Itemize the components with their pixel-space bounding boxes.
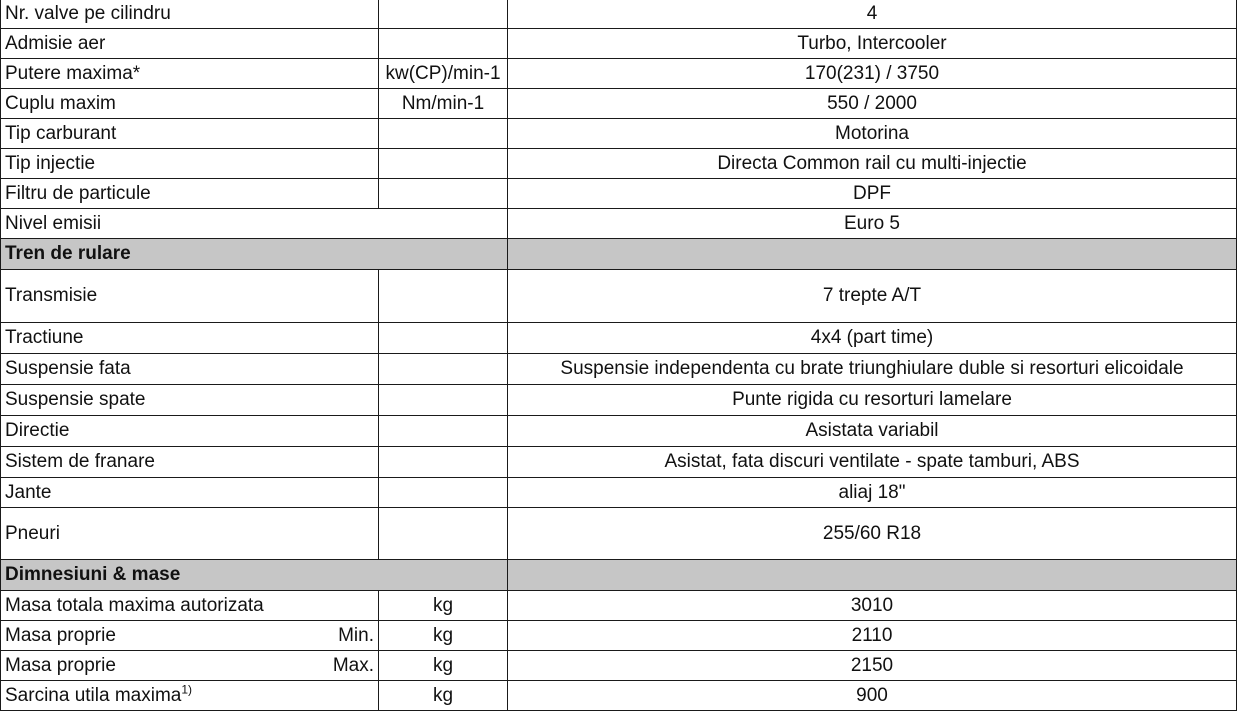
row-unit xyxy=(379,508,508,560)
row-unit: kg xyxy=(379,651,508,681)
row-unit xyxy=(379,323,508,354)
row-label: Pneuri xyxy=(1,508,379,560)
row-unit: kw(CP)/min-1 xyxy=(379,59,508,89)
row-label xyxy=(1,621,379,651)
table-row xyxy=(1,651,1237,681)
table-row xyxy=(1,354,1237,385)
section-header-dimensiuni xyxy=(1,560,1237,591)
row-unit xyxy=(379,416,508,447)
row-label xyxy=(1,591,379,621)
table-row xyxy=(1,591,1237,621)
row-unit xyxy=(379,385,508,416)
table-row xyxy=(1,149,1237,179)
table-row xyxy=(1,621,1237,651)
row-label: Tip injectie xyxy=(1,149,379,179)
row-unit: kg xyxy=(379,621,508,651)
table-row xyxy=(1,478,1237,508)
section-header-tren xyxy=(1,239,1237,270)
row-unit: kg xyxy=(379,681,508,711)
table-row xyxy=(1,209,1237,239)
row-label: Cuplu maxim xyxy=(1,89,379,119)
row-unit: kg xyxy=(379,591,508,621)
row-value: 7 trepte A/T xyxy=(508,270,1237,323)
row-label: Tip carburant xyxy=(1,119,379,149)
table-row xyxy=(1,179,1237,209)
section-fill xyxy=(508,239,1237,270)
section-title: Tren de rulare xyxy=(1,239,508,270)
row-label: Tractiune xyxy=(1,323,379,354)
row-label-text: Masa proprie xyxy=(5,624,116,646)
footnote-marker: 1) xyxy=(181,682,193,697)
table-row xyxy=(1,89,1237,119)
table-row xyxy=(1,508,1237,560)
table-row xyxy=(1,29,1237,59)
row-value: 900 xyxy=(508,681,1237,711)
row-unit xyxy=(379,179,508,209)
row-value: Punte rigida cu resorturi lamelare xyxy=(508,385,1237,416)
row-label xyxy=(1,681,379,711)
row-value: DPF xyxy=(508,179,1237,209)
row-label: Suspensie spate xyxy=(1,385,379,416)
row-label: Nr. valve pe cilindru xyxy=(1,0,379,29)
row-label-text: Masa totala maxima autorizata xyxy=(5,594,264,616)
row-label: Putere maxima* xyxy=(1,59,379,89)
section-title: Dimnesiuni & mase xyxy=(1,560,508,591)
row-label: Suspensie fata xyxy=(1,354,379,385)
table-row xyxy=(1,323,1237,354)
table-row xyxy=(1,119,1237,149)
row-value: 255/60 R18 xyxy=(508,508,1237,560)
row-label: Directie xyxy=(1,416,379,447)
row-value: Turbo, Intercooler xyxy=(508,29,1237,59)
row-value: 4 xyxy=(508,0,1237,29)
row-label-text: Masa proprie xyxy=(5,654,116,676)
row-value: Asistat, fata discuri ventilate - spate tamburi, ABS xyxy=(508,447,1237,478)
row-value: Euro 5 xyxy=(508,209,1237,239)
table-row xyxy=(1,447,1237,478)
row-value: Directa Common rail cu multi-injectie xyxy=(508,149,1237,179)
table-row xyxy=(1,270,1237,323)
row-value: 3010 xyxy=(508,591,1237,621)
table-row xyxy=(1,385,1237,416)
row-value: 2110 xyxy=(508,621,1237,651)
row-qualifier: Min. xyxy=(338,624,374,646)
row-value: 170(231) / 3750 xyxy=(508,59,1237,89)
row-label: Admisie aer xyxy=(1,29,379,59)
row-unit: Nm/min-1 xyxy=(379,89,508,119)
row-label: Jante xyxy=(1,478,379,508)
row-unit xyxy=(379,0,508,29)
row-unit xyxy=(379,149,508,179)
row-value: 2150 xyxy=(508,651,1237,681)
row-value: aliaj 18" xyxy=(508,478,1237,508)
row-unit xyxy=(379,119,508,149)
row-label-text: Sarcina utila maxima xyxy=(5,684,182,706)
table-row xyxy=(1,416,1237,447)
row-value: Suspensie independenta cu brate triunghiulare duble si resorturi elicoidale xyxy=(508,354,1237,385)
row-unit xyxy=(379,354,508,385)
row-value: Asistata variabil xyxy=(508,416,1237,447)
table-row xyxy=(1,59,1237,89)
row-unit xyxy=(379,270,508,323)
table-row xyxy=(1,0,1237,29)
table-row xyxy=(1,681,1237,711)
row-value: 550 / 2000 xyxy=(508,89,1237,119)
row-label: Filtru de particule xyxy=(1,179,379,209)
row-unit xyxy=(379,478,508,508)
row-value: 4x4 (part time) xyxy=(508,323,1237,354)
row-label: Sistem de franare xyxy=(1,447,379,478)
row-value: Motorina xyxy=(508,119,1237,149)
row-label: Transmisie xyxy=(1,270,379,323)
row-label xyxy=(1,651,379,681)
row-unit xyxy=(379,29,508,59)
row-unit xyxy=(379,447,508,478)
row-label: Nivel emisii xyxy=(1,209,508,239)
row-qualifier: Max. xyxy=(332,654,374,676)
section-fill xyxy=(508,560,1237,591)
